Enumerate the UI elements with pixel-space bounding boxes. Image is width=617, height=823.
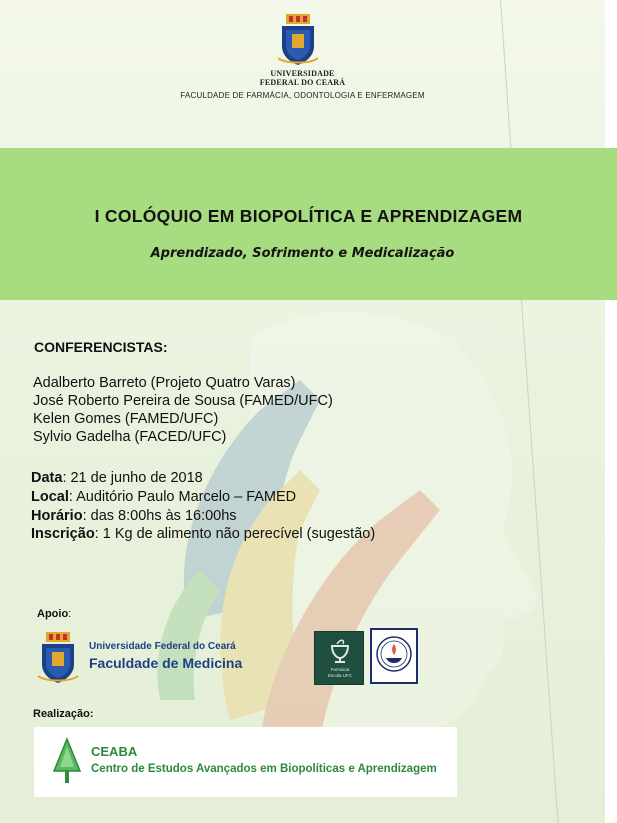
ceaba-logo-box <box>34 727 457 797</box>
mortar-icon <box>315 632 365 666</box>
ufc-crest-icon <box>36 632 80 684</box>
support-label-text: Apoio <box>37 608 69 620</box>
farmacia-escola-logo <box>314 631 364 685</box>
ceaba-full-name: Centro de Estudos Avançados em Biopolíticas e Aprendizagem <box>91 763 437 775</box>
detail-label: Local <box>31 489 69 505</box>
detail-label: Data <box>31 470 63 486</box>
farmacia-text-line1: Farmácia <box>330 667 350 672</box>
university-name-line2: FEDERAL DO CEARÁ <box>259 78 346 87</box>
detail-label: Inscrição <box>31 526 95 542</box>
faculty-name: FACULDADE DE FARMÁCIA, ODONTOLOGIA E ENFERMAGEM <box>180 91 425 100</box>
speaker-item: José Roberto Pereira de Sousa (FAMED/UFC) <box>33 393 333 409</box>
detail-value: : 1 Kg de alimento não perecível (sugestão) <box>94 526 376 542</box>
speaker-item: Kelen Gomes (FAMED/UFC) <box>33 411 219 427</box>
event-title: I COLÓQUIO EM BIOPOLÍTICA E APRENDIZAGEM <box>94 206 523 226</box>
detail-location <box>31 489 296 505</box>
detail-label: Horário <box>31 508 83 524</box>
speaker-item: Sylvio Gadelha (FACED/UFC) <box>33 429 227 445</box>
speakers-heading: CONFERENCISTAS: <box>34 339 168 355</box>
ceaba-short-name: CEABA <box>91 744 138 759</box>
detail-registration <box>31 526 375 542</box>
event-subtitle: Aprendizado, Sofrimento e Medicalização <box>150 246 455 261</box>
ufc-crest-icon <box>278 14 318 66</box>
right-margin-strip <box>605 0 617 823</box>
support-label-colon: : <box>68 608 72 620</box>
tree-icon <box>52 737 82 787</box>
lamp-icon <box>372 630 416 682</box>
detail-value: : das 8:00hs às 16:00hs <box>82 508 237 524</box>
support-faculty-name: Faculdade de Medicina <box>89 655 243 671</box>
detail-date <box>31 470 203 486</box>
detail-value: : Auditório Paulo Marcelo – FAMED <box>68 489 297 505</box>
support-university-name: Universidade Federal do Ceará <box>89 641 236 652</box>
speaker-item: Adalberto Barreto (Projeto Quatro Varas) <box>33 375 296 391</box>
support-label <box>37 608 71 620</box>
farmacia-text-line2: Escola UFC <box>327 673 352 678</box>
realization-label: Realização: <box>33 708 94 720</box>
detail-value: : 21 de junho de 2018 <box>62 470 203 486</box>
university-name-line1: UNIVERSIDADE <box>270 69 335 78</box>
detail-time <box>31 508 237 524</box>
farmacia-text <box>315 667 365 679</box>
seal-logo <box>370 628 418 684</box>
